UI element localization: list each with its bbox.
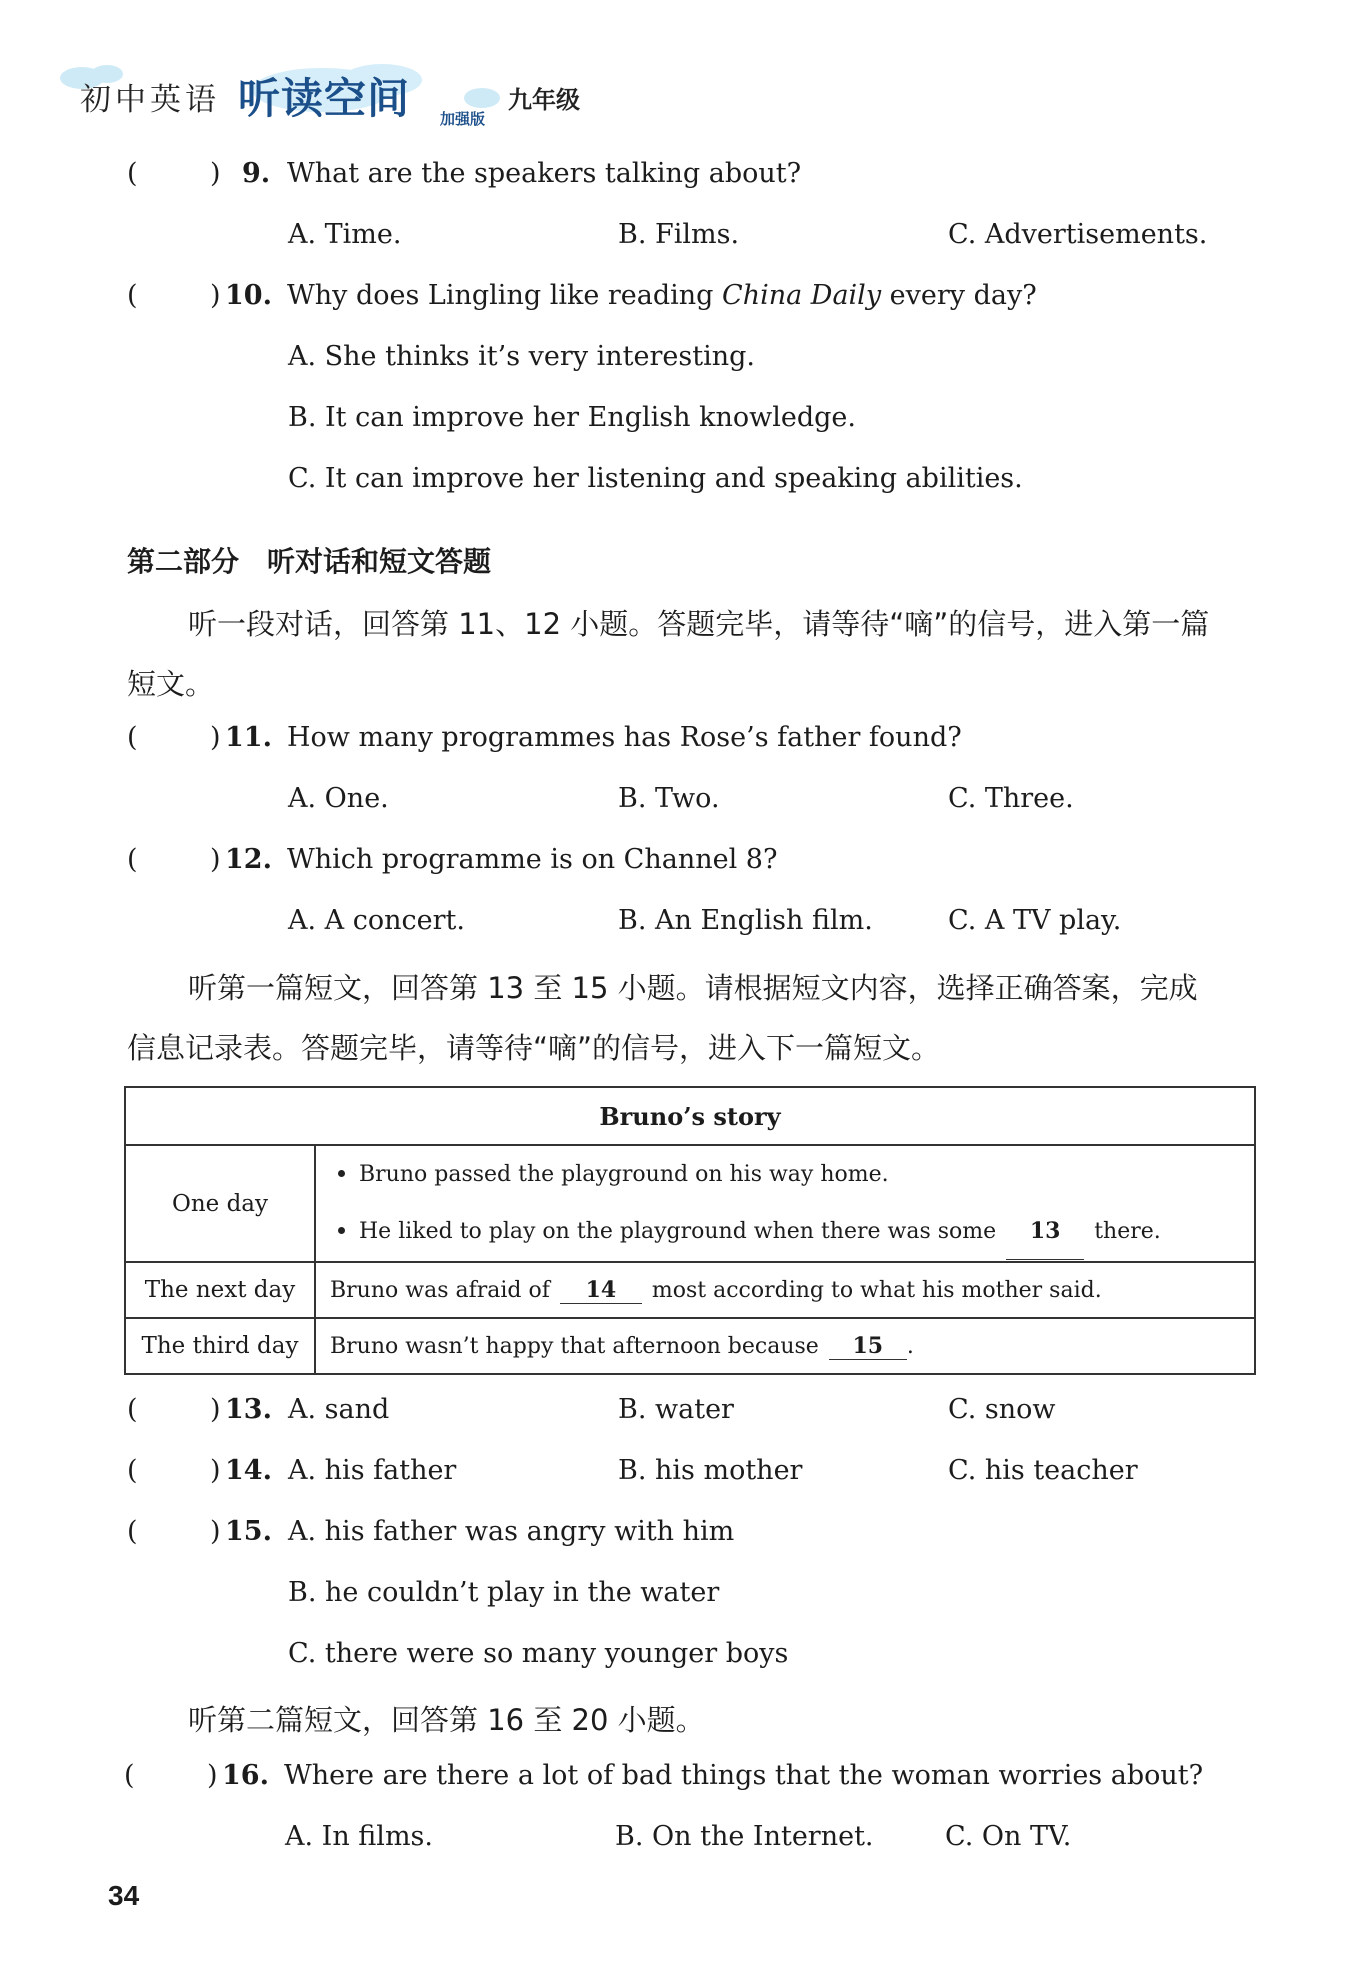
instruction-3: 听第二篇短文，回答第 16 至 20 小题。 [188, 1703, 705, 1737]
option-c: C. It can improve her listening and speaking abilities. [288, 463, 1023, 494]
section-heading: 第二部分 听对话和短文答题 [127, 545, 492, 578]
answer-paren-close: ) [210, 1455, 221, 1486]
question-text: Which programme is on Channel 8? [287, 844, 778, 875]
table-title: Bruno’s story [125, 1087, 1255, 1145]
question-text: Where are there a lot of bad things that the woman worries about? [284, 1760, 1204, 1791]
instruction-1-line-2: 短文。 [127, 667, 215, 701]
bullet-text: there. [1094, 1219, 1161, 1244]
row-text: . [906, 1333, 914, 1359]
option-a: A. his father [288, 1455, 457, 1486]
answer-paren-close: ) [210, 280, 221, 311]
option-b: B. It can improve her English knowledge. [288, 402, 856, 433]
option-a: A. Time. [288, 219, 402, 250]
answer-paren-open: ( [127, 1455, 138, 1486]
option-c: C. A TV play. [948, 905, 1122, 936]
option-a: A. his father was angry with him [288, 1516, 735, 1547]
bullet-icon [338, 1227, 345, 1234]
answer-paren-close: ) [210, 1516, 221, 1547]
answer-paren-close: ) [207, 1760, 218, 1791]
blank-14[interactable]: 14 [560, 1277, 642, 1304]
grade-label: 九年级 [508, 86, 580, 114]
newspaper-title: China Daily [722, 280, 882, 311]
answer-paren-open: ( [127, 1394, 138, 1425]
bullet-text: He liked to play on the playground when there was some [359, 1219, 997, 1244]
question-number: 13. [225, 1394, 272, 1425]
option-a: A. In films. [285, 1821, 433, 1852]
page-number: 34 [108, 1880, 140, 1911]
option-b: B. On the Internet. [615, 1821, 874, 1852]
row-label-next-day: The next day [125, 1262, 315, 1318]
option-a: A. A concert. [288, 905, 465, 936]
instruction-1-line-1: 听一段对话，回答第 11、12 小题。答题完毕，请等待“嘀”的信号，进入第一篇 [188, 607, 1210, 641]
answer-paren-open: ( [127, 158, 138, 189]
question-number: 16. [222, 1760, 269, 1791]
option-b: B. An English film. [618, 905, 873, 936]
row-text: Bruno was afraid of [330, 1277, 550, 1303]
answer-paren-close: ) [210, 844, 221, 875]
option-b: B. Films. [618, 219, 740, 250]
course-title: 初中英语 [80, 82, 220, 118]
question-number: 10. [225, 280, 272, 311]
option-b: B. Two. [618, 783, 720, 814]
info-record-table [124, 1086, 1256, 1375]
brand-logo: 听读空间 [238, 74, 411, 123]
row-text: most according to what his mother said. [651, 1277, 1102, 1303]
option-a: A. sand [288, 1394, 390, 1425]
question-text-part: every day? [881, 280, 1037, 311]
option-b: B. water [618, 1394, 734, 1425]
answer-paren-open: ( [127, 844, 138, 875]
row-content-one-day [315, 1145, 1255, 1262]
row-label-one-day: One day [125, 1145, 315, 1262]
row-content-third-day [315, 1318, 1255, 1374]
answer-paren-close: ) [210, 158, 221, 189]
option-a: A. One. [288, 783, 389, 814]
question-text [287, 280, 1037, 311]
option-c: C. there were so many younger boys [288, 1638, 789, 1669]
option-c: C. On TV. [945, 1821, 1072, 1852]
answer-paren-open: ( [124, 1760, 135, 1791]
edition-label: 加强版 [440, 110, 486, 128]
option-b: B. his mother [618, 1455, 803, 1486]
list-item [330, 1203, 1253, 1260]
answer-paren-close: ) [210, 722, 221, 753]
option-a: A. She thinks it’s very interesting. [288, 341, 755, 372]
blank-13[interactable]: 13 [1006, 1203, 1084, 1260]
option-c: C. snow [948, 1394, 1056, 1425]
bullet-icon [338, 1170, 345, 1177]
row-content-next-day [315, 1262, 1255, 1318]
question-text: What are the speakers talking about? [287, 158, 802, 189]
blank-15[interactable]: 15 [829, 1333, 907, 1360]
option-b: B. he couldn’t play in the water [288, 1577, 720, 1608]
answer-paren-open: ( [127, 280, 138, 311]
row-text: Bruno wasn’t happy that afternoon because [330, 1333, 819, 1359]
option-c: C. Three. [948, 783, 1074, 814]
question-number: 11. [225, 722, 272, 753]
question-text-part: Why does Lingling like reading [287, 280, 723, 311]
question-number: 15. [225, 1516, 272, 1547]
instruction-2-line-1: 听第一篇短文，回答第 13 至 15 小题。请根据短文内容，选择正确答案，完成 [188, 971, 1198, 1005]
option-c: C. his teacher [948, 1455, 1138, 1486]
option-c: C. Advertisements. [948, 219, 1208, 250]
row-label-third-day: The third day [125, 1318, 315, 1374]
bullet-text: Bruno passed the playground on his way home. [359, 1162, 889, 1187]
question-number: 14. [225, 1455, 272, 1486]
question-number: 9. [242, 158, 271, 189]
answer-paren-open: ( [127, 1516, 138, 1547]
question-number: 12. [225, 844, 272, 875]
instruction-2-line-2: 信息记录表。答题完毕，请等待“嘀”的信号，进入下一篇短文。 [127, 1031, 941, 1065]
answer-paren-open: ( [127, 722, 138, 753]
answer-paren-close: ) [210, 1394, 221, 1425]
question-text: How many programmes has Rose’s father found? [287, 722, 962, 753]
list-item [330, 1147, 1253, 1203]
